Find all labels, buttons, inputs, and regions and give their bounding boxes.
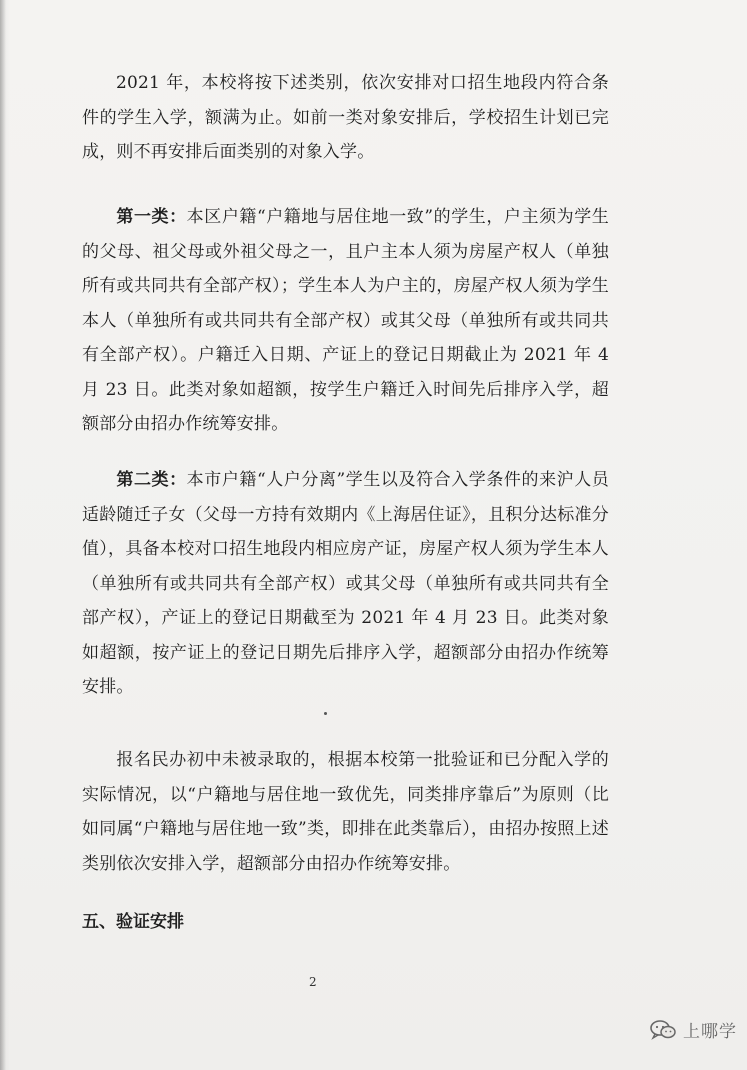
watermark (649, 1017, 737, 1042)
page-number: 2 (309, 975, 317, 989)
category-two-label: 第二类： (116, 470, 187, 490)
page-edge-shadow (0, 0, 6, 1070)
category-one-label: 第一类： (116, 207, 187, 227)
paragraph-private-school-text: 报名民办初中未被录取的，根据本校第一批验证和已分配入学的实际情况，以“户籍地与居住地一致优先，同类排序靠后”为原则（比如同属“户籍地与居住地一致”类，即排在此类靠后），由招办按照上述类别依次安排入学，超额部分由招办作统筹安排。 (82, 750, 609, 874)
category-two-text: 本市户籍“人户分离”学生以及符合入学条件的来沪人员适龄随迁子女（父母一方持有效期内《上海居住证》，且积分达标准分值），具备本校对口招生地段内相应房产证，房屋产权人须为学生本人（单独所有或共同共有全部产权）或其父母（单独所有或共同共有全部产权），产证上的登记日期截至为 2021 年 4 月 23 日。此类对象如超额，按产证上的登记日期先后排序入学，超额部分由招办作统筹安排。 (82, 470, 609, 697)
paragraph-category-one (82, 200, 609, 442)
paragraph-intro (82, 66, 609, 170)
paragraph-intro-text: 2021 年，本校将按下述类别，依次安排对口招生地段内符合条件的学生入学，额满为止。如前一类对象安排后，学校招生计划已完成，则不再安排后面类别的对象入学。 (82, 73, 609, 162)
paragraph-private-school (82, 743, 609, 881)
section-heading-verification: 五、验证安排 (82, 912, 184, 932)
category-one-text: 本区户籍“户籍地与居住地一致”的学生，户主须为学生的父母、祖父母或外祖父母之一，且户主本人须为房屋产权人（单独所有或共同共有全部产权）；学生本人为户主的，房屋产权人须为学生本人（单独所有或共同共有全部产权）或其父母（单独所有或共同共有全部产权）。户籍迁入日期、产证上的登记日期截止为 2021 年 4 月 23 日。此类对象如超额，按学生户籍迁入时间先后排序入学，超额部分由招办作统筹安排。 (82, 207, 609, 434)
wechat-icon (649, 1019, 677, 1041)
watermark-text: 上哪学 (683, 1022, 737, 1042)
scan-speck (324, 712, 327, 715)
paragraph-category-two (82, 463, 609, 705)
